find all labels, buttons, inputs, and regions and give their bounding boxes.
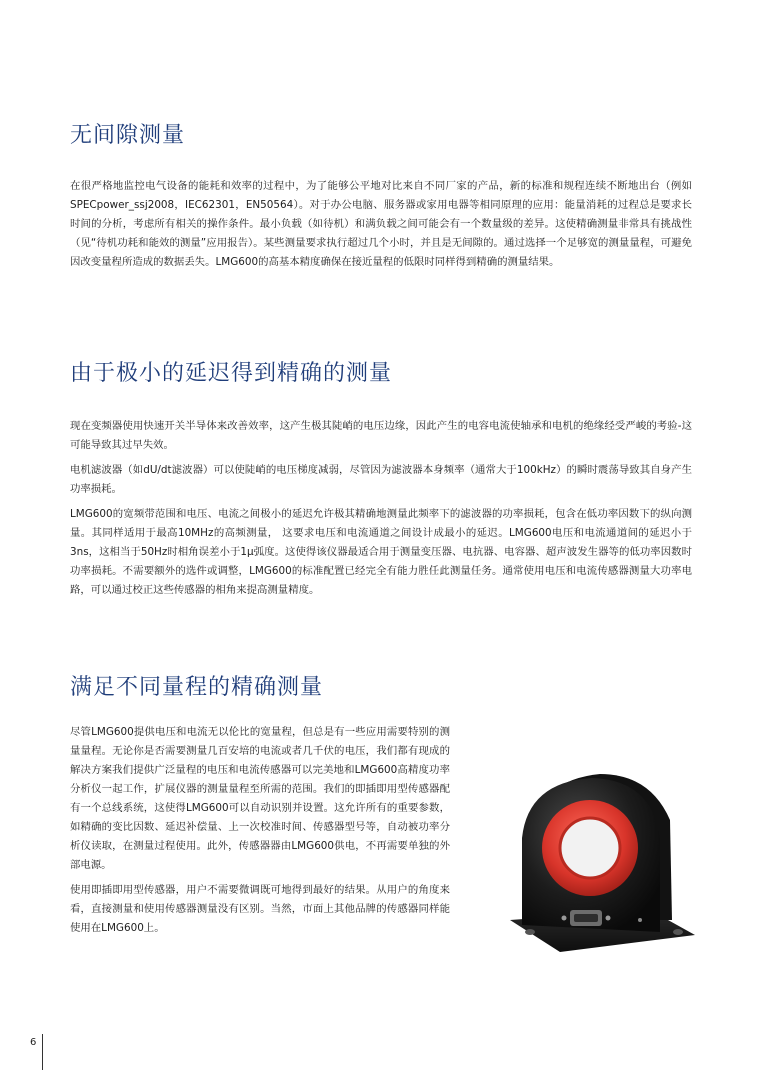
section-gapless-measurement [70,118,692,272]
section-paragraph: 使用即插即用型传感器，用户不需要微调既可地得到最好的结果。从用户的角度来看，直接测量和使用传感器测量没有区别。当然，市面上其他品牌的传感器同样能使用在LMG600上。 [70,884,450,934]
section-paragraph: 尽管LMG600提供电压和电流无以伦比的宽量程，但总是有一些应用需要特别的测量量程。无论你是否需要测量几百安培的电流或者几千伏的电压，我们都有现成的解决方案我们提供广泛量程的电压和电流传感器可以完美地和LMG600高精度功率分析仪一起工作，扩展仪器的测量量程至所需的范围。我们的即插即用型传感器配有一个总线系统，这使得LMG600可以自动识别并设置。这允许所有的重要参数，如精确的变比因数、延迟补偿量、上一次校准时间、传感器型号等，自动被功率分析仪读取，在测量过程使用。此外，传感器器由LMG600供电，不再需要单独的外部电源。 [70,726,450,871]
section-paragraph: LMG600的宽频带范围和电压、电流之间极小的延迟允许极其精确地测量此频率下的滤波器的功率损耗，包含在低功率因数下的纵向测量。其同样适用于最高10MHz的高频测量， 这要求电压和电流通道之间设计成最小的延迟。LMG600电压和电流通道间的延迟小于3ns，这相当于50Hz时相角误差小于1μ弧度。这使得该仪器最适合用于测量变压器、电抗器、电容器、超声波发生器等的低功率因数时功率损耗。不需要额外的选件或调整，LMG600的标准配置已经完全有能力胜任此测量任务。通常使用电压和电流传感器测量大功率电路，可以通过校正这些传感器的相角来提高测量精度。 [70,508,692,596]
section-low-delay-measurement [70,356,692,606]
page-number: 6 [30,1037,37,1048]
section-paragraph: 现在变频器使用快速开关半导体来改善效率，这产生极其陡峭的电压边缘，因此产生的电容电流使轴承和电机的绝缘经受严峻的考验-这可能导致其过早失效。 [70,420,692,451]
section-title: 无间隙测量 [70,123,186,148]
section-paragraph: 电机滤波器（如dU/dt滤波器）可以使陡峭的电压梯度减弱，尽管因为滤波器本身频率（通常大于100kHz）的瞬时震荡导致其自身产生功率损耗。 [70,464,692,495]
section-range-measurement [70,670,450,944]
section-paragraph: 在很严格地监控电气设备的能耗和效率的过程中，为了能够公平地对比来自不同厂家的产品，新的标准和规程连续不断地出台（例如 SPECpower_ssj2008，IEC62301，EN50564）。对于办公电脑、服务器或家用电器等相同原理的应用：能量消耗的过程总是要求长时间的分析，考虑所有相关的操作条件。最小负载（如待机）和满负载之间可能会有一个数量级的差异。这使精确测量非常具有挑战性（见“待机功耗和能效的测量”应用报告）。某些测量要求执行超过几个小时，并且是无间隙的。通过选择一个足够宽的测量量程，可避免因改变量程所造成的数据丢失。LMG600的高基本精度确保在接近量程的低限时同样得到精确的测量结果。 [70,180,692,268]
section-title: 由于极小的延迟得到精确的测量 [70,361,393,386]
section-title: 满足不同量程的精确测量 [70,675,324,700]
current-sensor-image [500,760,700,960]
page-divider [42,1034,43,1070]
